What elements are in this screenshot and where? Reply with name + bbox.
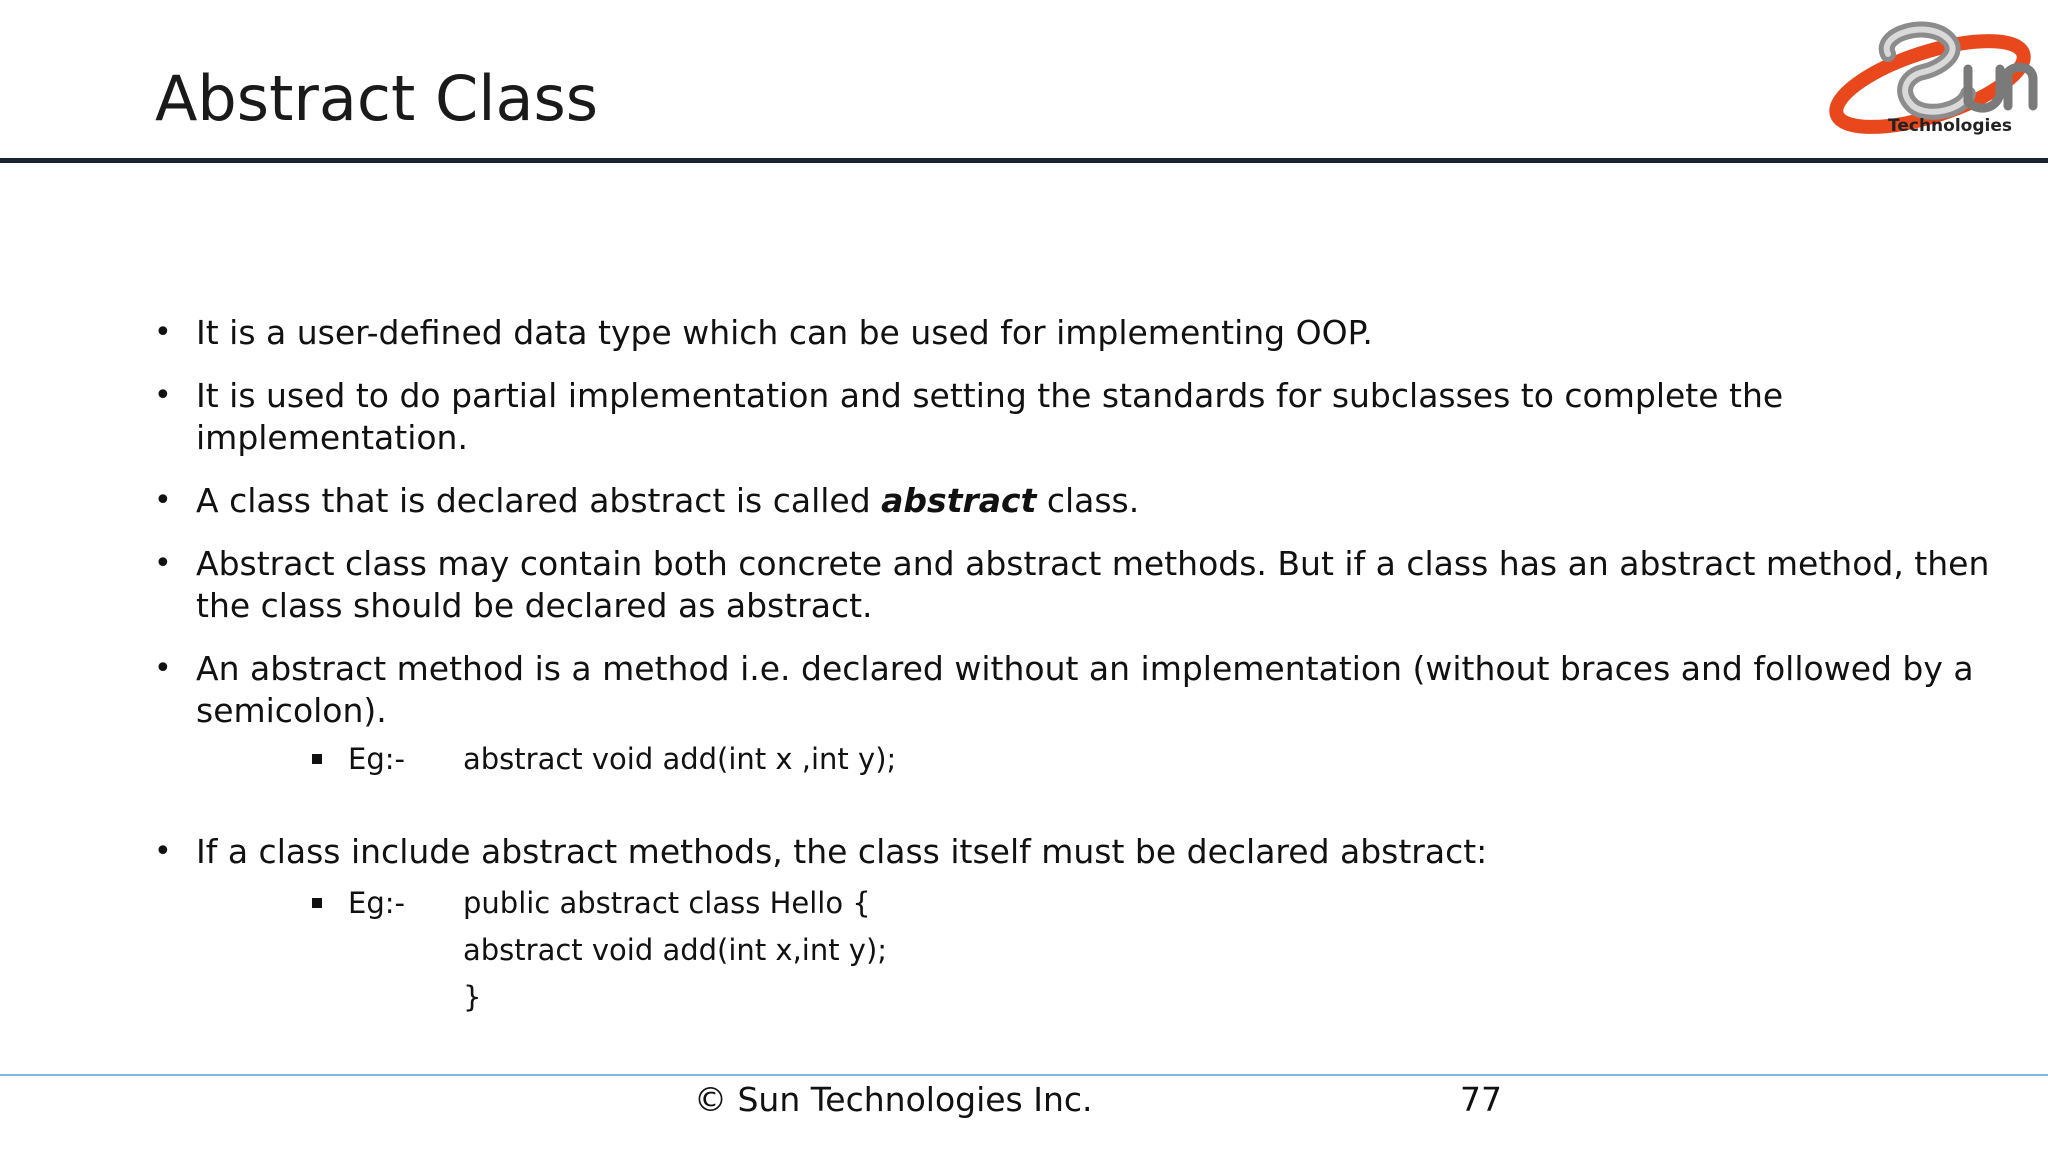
example-label: Eg:-: [348, 886, 405, 920]
example-code-line: abstract void add(int x ,int y);: [463, 742, 897, 776]
sub-bullet-marker: [312, 898, 322, 908]
example-code-line: public abstract class Hello {: [463, 886, 871, 920]
bullet-text-emphasis: abstract: [881, 481, 1037, 520]
bullet-text-continued: implementation.: [196, 418, 468, 457]
bullet-text: If a class include abstract methods, the class itself must be declared abstract:: [196, 832, 1488, 871]
bullet-marker: •: [154, 378, 172, 413]
bullet-marker: •: [154, 834, 172, 869]
bullet-marker: •: [154, 315, 172, 350]
bullet-text-prefix: A class that is declared abstract is called: [196, 481, 882, 520]
bullet-text: Abstract class may contain both concrete and abstract methods. But if a class has an abstract method, then: [196, 544, 1990, 583]
bullet-text: It is a user-defined data type which can be used for implementing OOP.: [196, 313, 1373, 352]
bullet-marker: •: [154, 651, 172, 686]
footer-copyright: © Sun Technologies Inc.: [694, 1080, 1093, 1119]
bullet-text: An abstract method is a method i.e. declared without an implementation (without braces and followed by a: [196, 649, 1974, 688]
example-code-line: }: [463, 980, 482, 1014]
sub-bullet-marker: [312, 754, 322, 764]
logo-caption: Technologies: [1888, 116, 2012, 136]
example-label: Eg:-: [348, 742, 405, 776]
footer-divider: [0, 1074, 2048, 1076]
example-code-line: abstract void add(int x,int y);: [463, 933, 888, 967]
bullet-text-suffix: class.: [1036, 481, 1140, 520]
slide-title: Abstract Class: [155, 62, 599, 135]
bullet-text: [196, 480, 1139, 522]
bullet-marker: •: [154, 546, 172, 581]
bullet-marker: •: [154, 483, 172, 518]
bullet-text: It is used to do partial implementation and setting the standards for subclasses to complete the: [196, 376, 1784, 415]
page-number: 77: [1460, 1080, 1502, 1119]
bullet-text-continued: the class should be declared as abstract.: [196, 586, 873, 625]
bullet-text-continued: semicolon).: [196, 691, 387, 730]
